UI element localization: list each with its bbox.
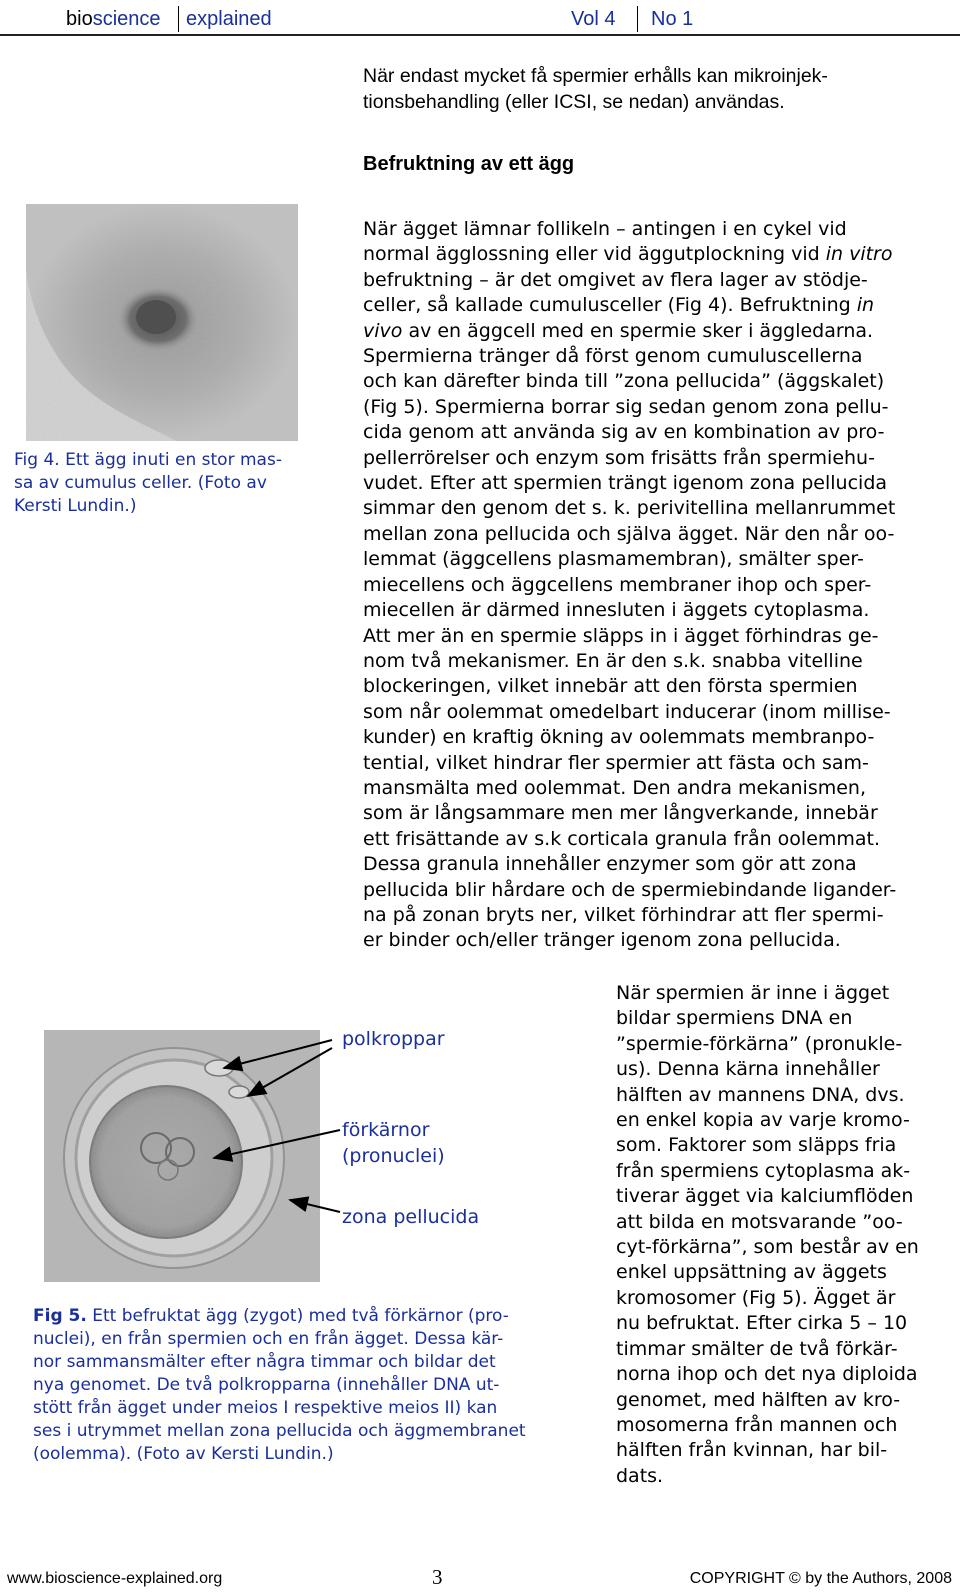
caption-line: Kersti Lundin.)	[14, 496, 137, 516]
caption-line	[33, 1305, 526, 1328]
text-line: us). Denna kärna innehåller	[616, 1058, 880, 1081]
text-line: vivo av en äggcell med en spermie sker i äggledarna.	[363, 319, 874, 342]
issue-label: No 1	[651, 8, 694, 30]
text-line: tionsbehandling (eller ICSI, se nedan) användas.	[363, 90, 785, 113]
footer-url[interactable]: www.bioscience-explained.org	[7, 1570, 223, 1587]
caption-line: stött från ägget under meios I respektive meios II) kan	[33, 1398, 498, 1418]
text-line: normal ägglossning eller vid äggutplockning vid in vitro	[363, 243, 893, 266]
text-line: tiverar ägget via kalciumflöden	[616, 1185, 914, 1208]
caption-line: nya genomet. De två polkropparna (innehåller DNA ut-	[33, 1375, 500, 1395]
text-line: och kan därefter binda till ”zona pellucida” (äggskalet)	[363, 370, 885, 393]
text-line: som är långsammare men mer långverkande, innebär	[363, 802, 878, 825]
text-line: na på zonan bryts ner, vilket förhindrar att fler spermi-	[363, 903, 884, 926]
text-line: vudet. Efter att spermien trängt igenom zona pellucida	[363, 472, 888, 495]
text-line: cida genom att använda sig av en kombination av pro-	[363, 421, 885, 444]
caption-line: (oolemma). (Foto av Kersti Lundin.)	[33, 1444, 334, 1464]
caption-line: ses i utrymmet mellan zona pellucida och äggmembranet	[33, 1421, 526, 1441]
caption-line: nor sammansmälter efter några timmar och bildar det	[33, 1352, 496, 1372]
fig5-caption	[33, 1305, 526, 1466]
volume-label: Vol 4	[571, 8, 616, 30]
text-line: dats.	[616, 1464, 664, 1487]
text-line: Att mer än en spermie släpps in i ägget förhindras ge-	[363, 624, 879, 647]
text-line: ”spermie-förkärna” (pronukle-	[616, 1032, 903, 1055]
footer-copyright: COPYRIGHT © by the Authors, 2008	[689, 1570, 952, 1587]
page-number: 3	[432, 1565, 443, 1589]
text-line: genomet, med hälften av kro-	[616, 1388, 901, 1411]
text-line: bildar spermiens DNA en	[616, 1007, 853, 1030]
text-line: miecellens och äggcellens membraner ihop och sper-	[363, 573, 872, 596]
text-line: som når oolemmat omedelbart inducerar (inom millise-	[363, 700, 891, 723]
text-line: hälften av mannens DNA, dvs.	[616, 1083, 905, 1106]
text-line: mellan zona pellucida och själva ägget. När den når oo-	[363, 522, 895, 545]
label-polar-bodies: polkroppar	[342, 1028, 445, 1050]
brand-science: science	[92, 8, 161, 30]
italic-term: vivo	[363, 319, 403, 342]
text-line: enkel uppsättning av äggets	[616, 1261, 887, 1284]
text-line: kunder) en kraftig ökning av oolemmats membranpo-	[363, 726, 875, 749]
text-line: mansmälta med oolemmat. Den andra mekanismen,	[363, 776, 867, 799]
text-line: befruktning – är det omgivet av flera lager av stödje-	[363, 268, 868, 291]
right-column-text	[616, 981, 919, 1489]
text-line: (Fig 5). Spermierna borrar sig sedan genom zona pellu-	[363, 395, 889, 418]
text-line: att bilda en motsvarande ”oo-	[616, 1210, 903, 1233]
text-line: er binder och/eller tränger igenom zona pellucida.	[363, 929, 841, 952]
text-line: cyt-förkärna”, som består av en	[616, 1236, 919, 1259]
text-line: Spermierna tränger då först genom cumuluscellerna	[363, 345, 863, 368]
text-line: blockeringen, vilket innebär att den första spermien	[363, 675, 858, 698]
text-line: När endast mycket få spermier erhålls kan mikroinjek-	[363, 65, 828, 87]
text-line: lemmat (äggcellens plasmamembran), smälter sper-	[363, 548, 864, 571]
text-line: celler, så kallade cumulusceller (Fig 4). Befruktning in	[363, 294, 875, 317]
caption-line: sa av cumulus celler. (Foto av	[14, 473, 267, 493]
brand-bio: bio	[66, 8, 93, 30]
text-line: ett frisättande av s.k corticala granula från oolemmat.	[363, 827, 881, 850]
text-line: mosomerna från mannen och	[616, 1413, 898, 1436]
text-line: miecellen är därmed innesluten i äggets cytoplasma.	[363, 599, 870, 622]
text-line: från spermiens cytoplasma ak-	[616, 1159, 911, 1182]
text-line: När ägget lämnar follikeln – antingen i en cykel vid	[363, 218, 847, 240]
brand-explained: explained	[186, 8, 272, 30]
text-line: Dessa granula innehåller enzymer som gör att zona	[363, 853, 857, 876]
text-line: som. Faktorer som släpps fria	[616, 1134, 897, 1157]
text-line: norna ihop och det nya diploida	[616, 1363, 918, 1386]
caption-line: nuclei), en från spermien och en från ägget. Dessa kär-	[33, 1329, 504, 1349]
caption-line: Fig 4. Ett ägg inuti en stor mas-	[14, 450, 282, 470]
text-line: När spermien är inne i ägget	[616, 982, 890, 1004]
text-line: nom två mekanismer. En är den s.k. snabba vitelline	[363, 649, 863, 672]
text-line: pellerrörelser och enzym som frisätts från spermiehu-	[363, 446, 875, 469]
text-line: hälften från kvinnan, har bil-	[616, 1439, 888, 1462]
text-line: nu befruktat. Efter cirka 5 – 10	[616, 1312, 908, 1335]
text-line: pellucida blir hårdare och de spermiebindande ligander-	[363, 878, 897, 901]
label-pronuclei: förkärnor	[342, 1119, 430, 1141]
caption-text: Ett befruktat ägg (zygot) med två förkärnor (pro-	[86, 1306, 509, 1326]
text-line: timmar smälter de två förkär-	[616, 1337, 898, 1360]
label-pronuclei-latin: (pronuclei)	[342, 1145, 445, 1167]
text-line: en enkel kopia av varje kromo-	[616, 1109, 910, 1132]
caption-figure-number: Fig 5.	[33, 1306, 87, 1326]
text-line: kromosomer (Fig 5). Ägget är	[616, 1286, 896, 1309]
text-line: tential, vilket hindrar fler spermier att fästa och sam-	[363, 751, 869, 774]
italic-term: in vitro	[825, 243, 893, 266]
italic-term: in	[856, 294, 875, 317]
section-heading: Befruktning av ett ägg	[363, 153, 575, 175]
label-zona-pellucida: zona pellucida	[342, 1206, 480, 1228]
text-line: simmar den genom det s. k. perivitellina mellanrummet	[363, 497, 896, 520]
